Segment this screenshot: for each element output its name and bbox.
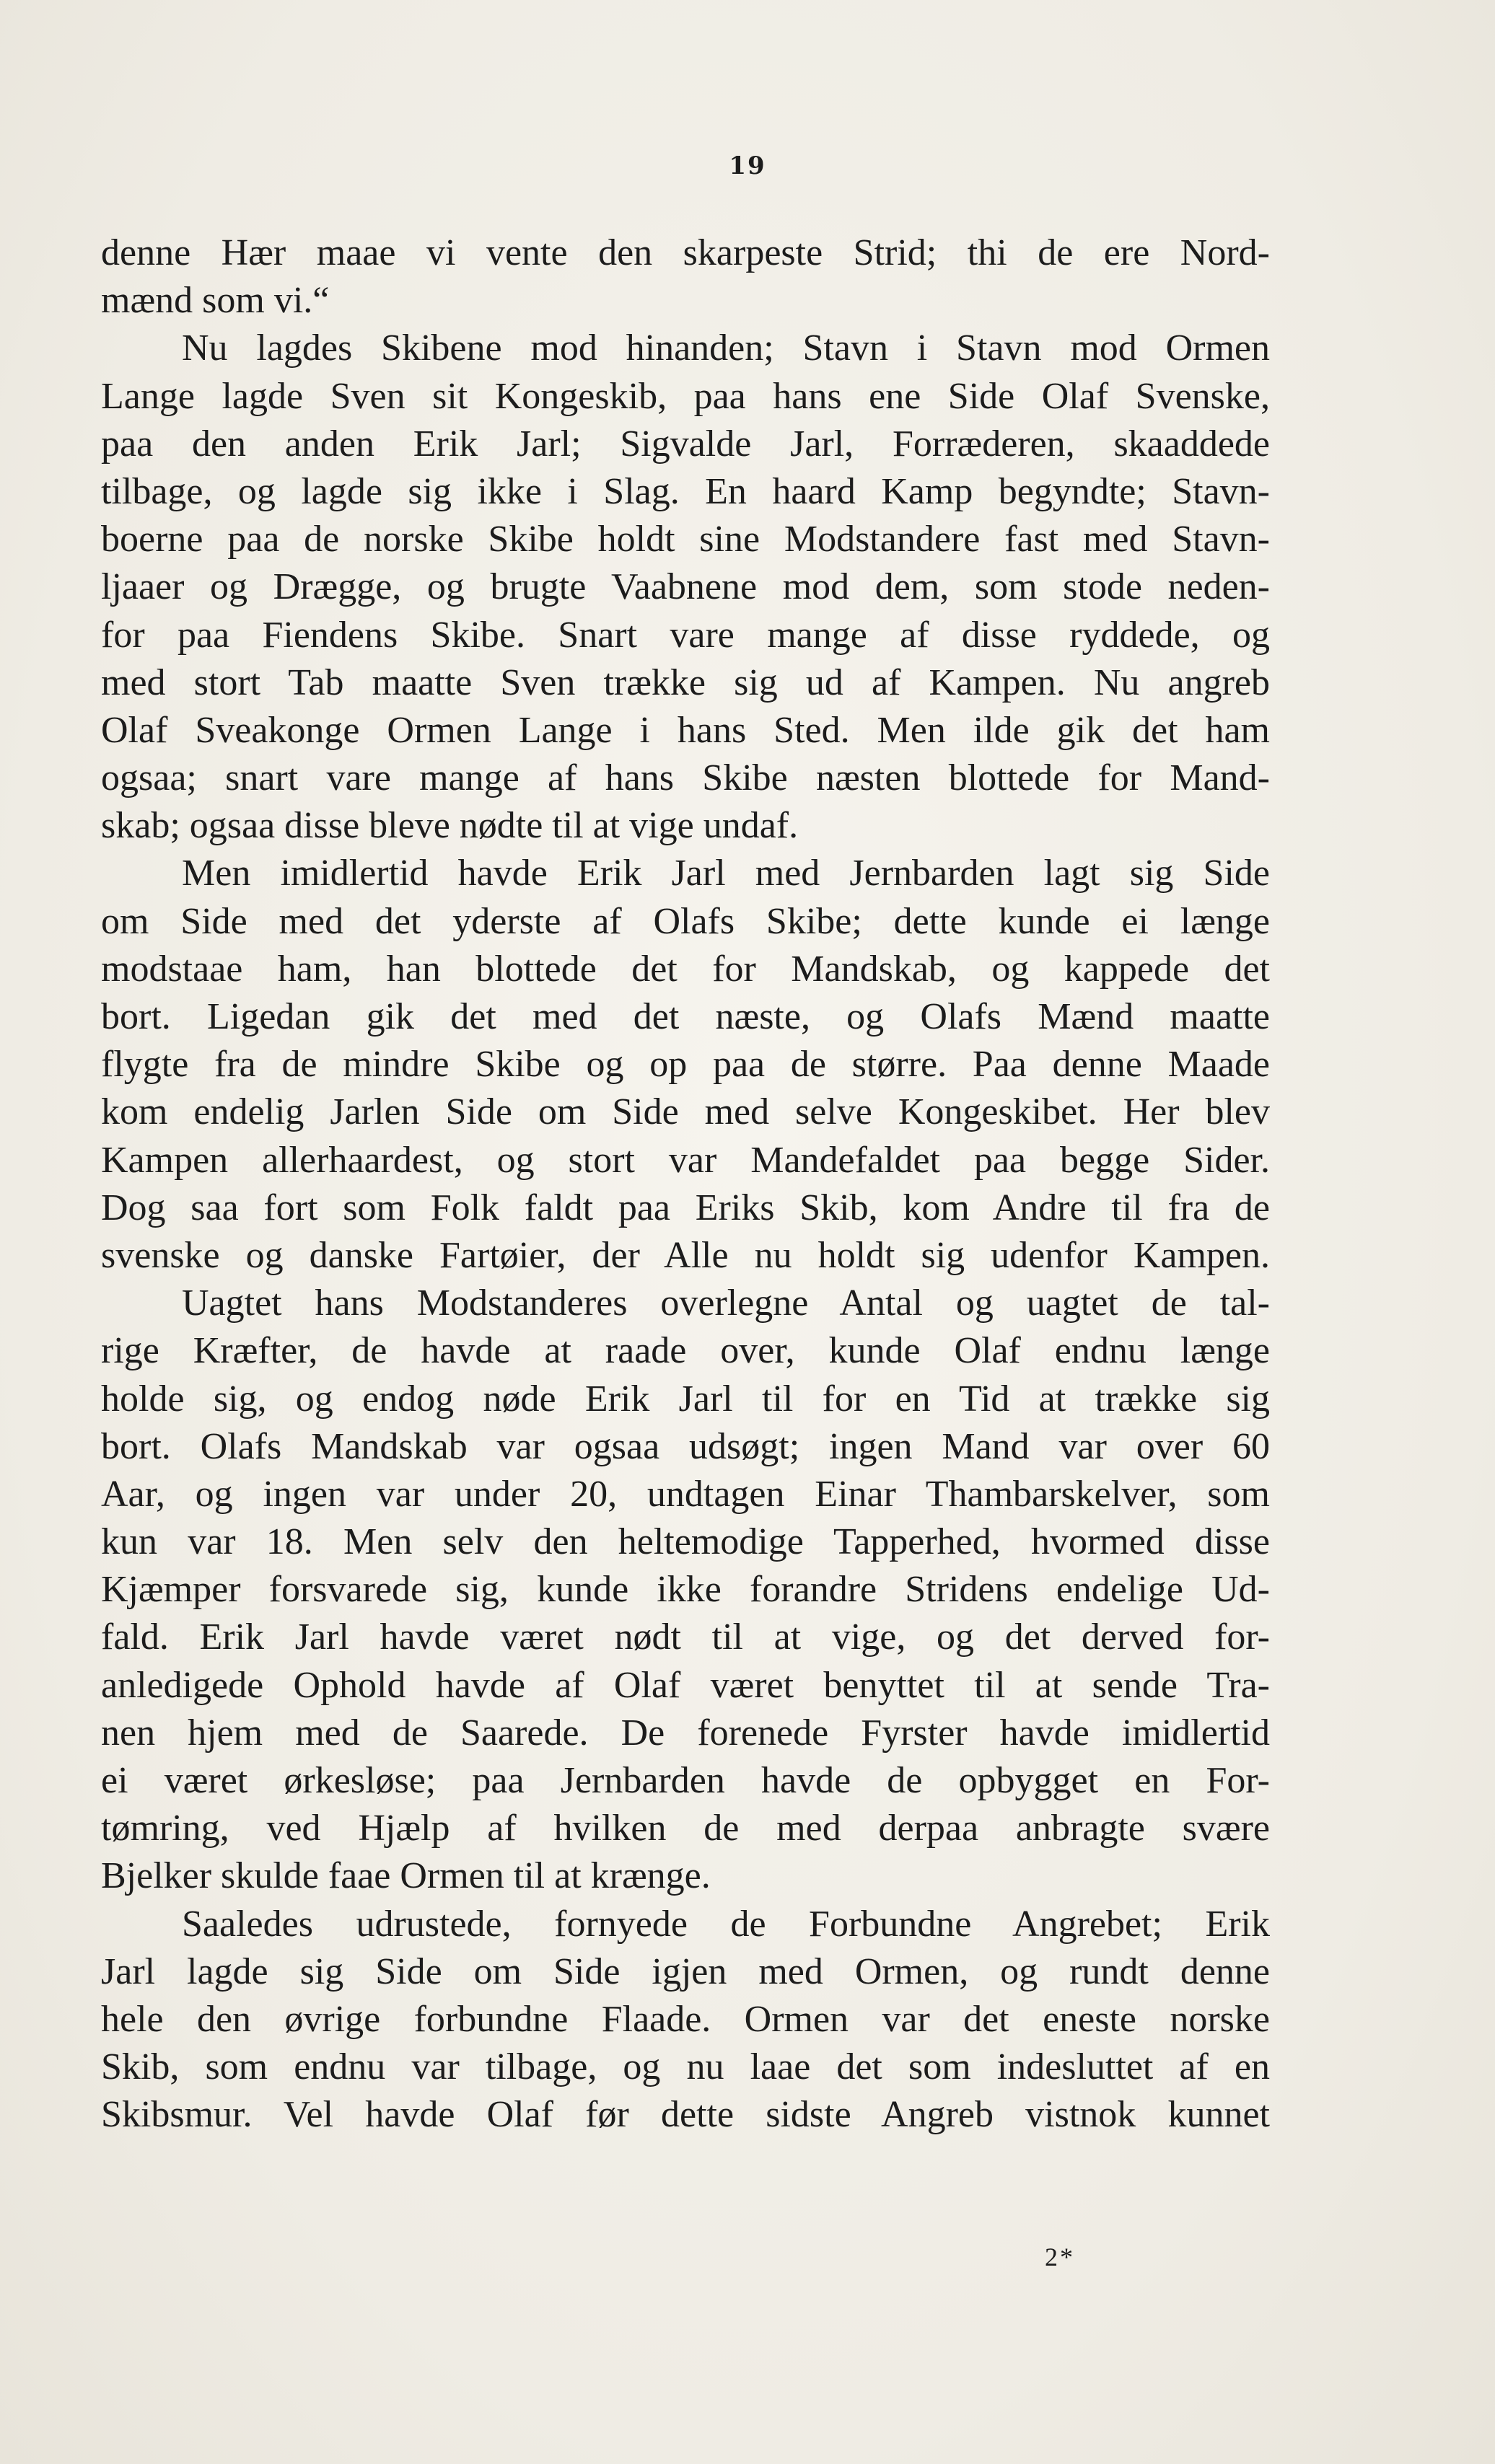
text-line: modstaae ham, han blottede det for Mandskab, og kappede det xyxy=(101,948,1270,990)
text-line: for paa Fiendens Skibe. Snart vare mange af disse ryddede, og xyxy=(101,614,1270,656)
text-line: Kampen allerhaardest, og stort var Mandefaldet paa begge Sider. xyxy=(101,1139,1270,1181)
text-line: kun var 18. Men selv den heltemodige Tapperhed, hvormed disse xyxy=(101,1521,1270,1563)
body-text xyxy=(101,229,1270,2139)
text-line: skab; ogsaa disse bleve nødte til at vige undaf. xyxy=(101,805,799,847)
text-line: Skibsmur. Vel havde Olaf før dette sidste Angreb vistnok kunnet xyxy=(101,2094,1270,2136)
text-line: paa den anden Erik Jarl; Sigvalde Jarl, Forræderen, skaaddede xyxy=(101,423,1270,465)
text-line: hele den øvrige forbundne Flaade. Ormen var det eneste norske xyxy=(101,1998,1270,2040)
text-line: Dog saa fort som Folk faldt paa Eriks Skib, kom Andre til fra de xyxy=(101,1187,1270,1228)
signature-mark: 2* xyxy=(1045,2243,1075,2271)
text-line: Olaf Sveakonge Ormen Lange i hans Sted. Men ilde gik det ham xyxy=(101,709,1270,751)
text-line: ei været ørkesløse; paa Jernbarden havde de opbygget en For- xyxy=(101,1760,1270,1801)
text-line: tilbage, og lagde sig ikke i Slag. En haard Kamp begyndte; Stavn- xyxy=(101,470,1270,512)
text-line: mænd som vi.“ xyxy=(101,280,330,322)
text-line: svenske og danske Fartøier, der Alle nu holdt sig udenfor Kampen. xyxy=(101,1234,1270,1276)
text-line: anledigede Ophold havde af Olaf været benyttet til at sende Tra- xyxy=(101,1664,1270,1706)
text-line: Saaledes udrustede, fornyede de Forbundne Angrebet; Erik xyxy=(182,1903,1270,1945)
text-line: rige Kræfter, de havde at raade over, kunde Olaf endnu længe xyxy=(101,1330,1270,1372)
text-line: denne Hær maae vi vente den skarpeste Strid; thi de ere Nord- xyxy=(101,232,1270,273)
text-line: Lange lagde Sven sit Kongeskib, paa hans ene Side Olaf Svenske, xyxy=(101,375,1270,417)
text-line: ljaaer og Drægge, og brugte Vaabnene mod dem, som stode neden- xyxy=(101,566,1270,608)
text-line: kom endelig Jarlen Side om Side med selve Kongeskibet. Her blev xyxy=(101,1091,1270,1133)
text-line: Skib, som endnu var tilbage, og nu laae det som indesluttet af en xyxy=(101,2046,1270,2088)
text-line: holde sig, og endog nøde Erik Jarl til for en Tid at trække sig xyxy=(101,1378,1270,1420)
text-line: bort. Olafs Mandskab var ogsaa udsøgt; ingen Mand var over 60 xyxy=(101,1425,1270,1467)
text-line: flygte fra de mindre Skibe og op paa de større. Paa denne Maade xyxy=(101,1044,1270,1086)
text-line: Kjæmper forsvarede sig, kunde ikke forandre Stridens endelige Ud- xyxy=(101,1569,1270,1611)
text-line: bort. Ligedan gik det med det næste, og Olafs Mænd maatte xyxy=(101,996,1270,1037)
text-line: fald. Erik Jarl havde været nødt til at vige, og det derved for- xyxy=(101,1616,1270,1658)
text-line: Men imidlertid havde Erik Jarl med Jernbarden lagt sig Side xyxy=(182,853,1270,894)
text-line: boerne paa de norske Skibe holdt sine Modstandere fast med Stavn- xyxy=(101,519,1270,560)
text-line: Aar, og ingen var under 20, undtagen Einar Thambarskelver, som xyxy=(101,1473,1270,1515)
text-line: om Side med det yderste af Olafs Skibe; dette kunde ei længe xyxy=(101,900,1270,942)
text-line: Nu lagdes Skibene mod hinanden; Stavn i Stavn mod Ormen xyxy=(182,327,1270,369)
text-line: tømring, ved Hjælp af hvilken de med derpaa anbragte svære xyxy=(101,1808,1270,1849)
text-line: ogsaa; snart vare mange af hans Skibe næsten blottede for Mand- xyxy=(101,757,1270,799)
text-line: nen hjem med de Saarede. De forenede Fyrster havde imidlertid xyxy=(101,1712,1270,1754)
text-line: Uagtet hans Modstanderes overlegne Antal og uagtet de tal- xyxy=(182,1282,1270,1324)
page-number: 19 xyxy=(729,151,766,180)
text-line: med stort Tab maatte Sven trække sig ud af Kampen. Nu angreb xyxy=(101,661,1270,703)
text-line: Jarl lagde sig Side om Side igjen med Ormen, og rundt denne xyxy=(101,1950,1270,1992)
text-line: Bjelker skulde faae Ormen til at krænge. xyxy=(101,1855,711,1897)
